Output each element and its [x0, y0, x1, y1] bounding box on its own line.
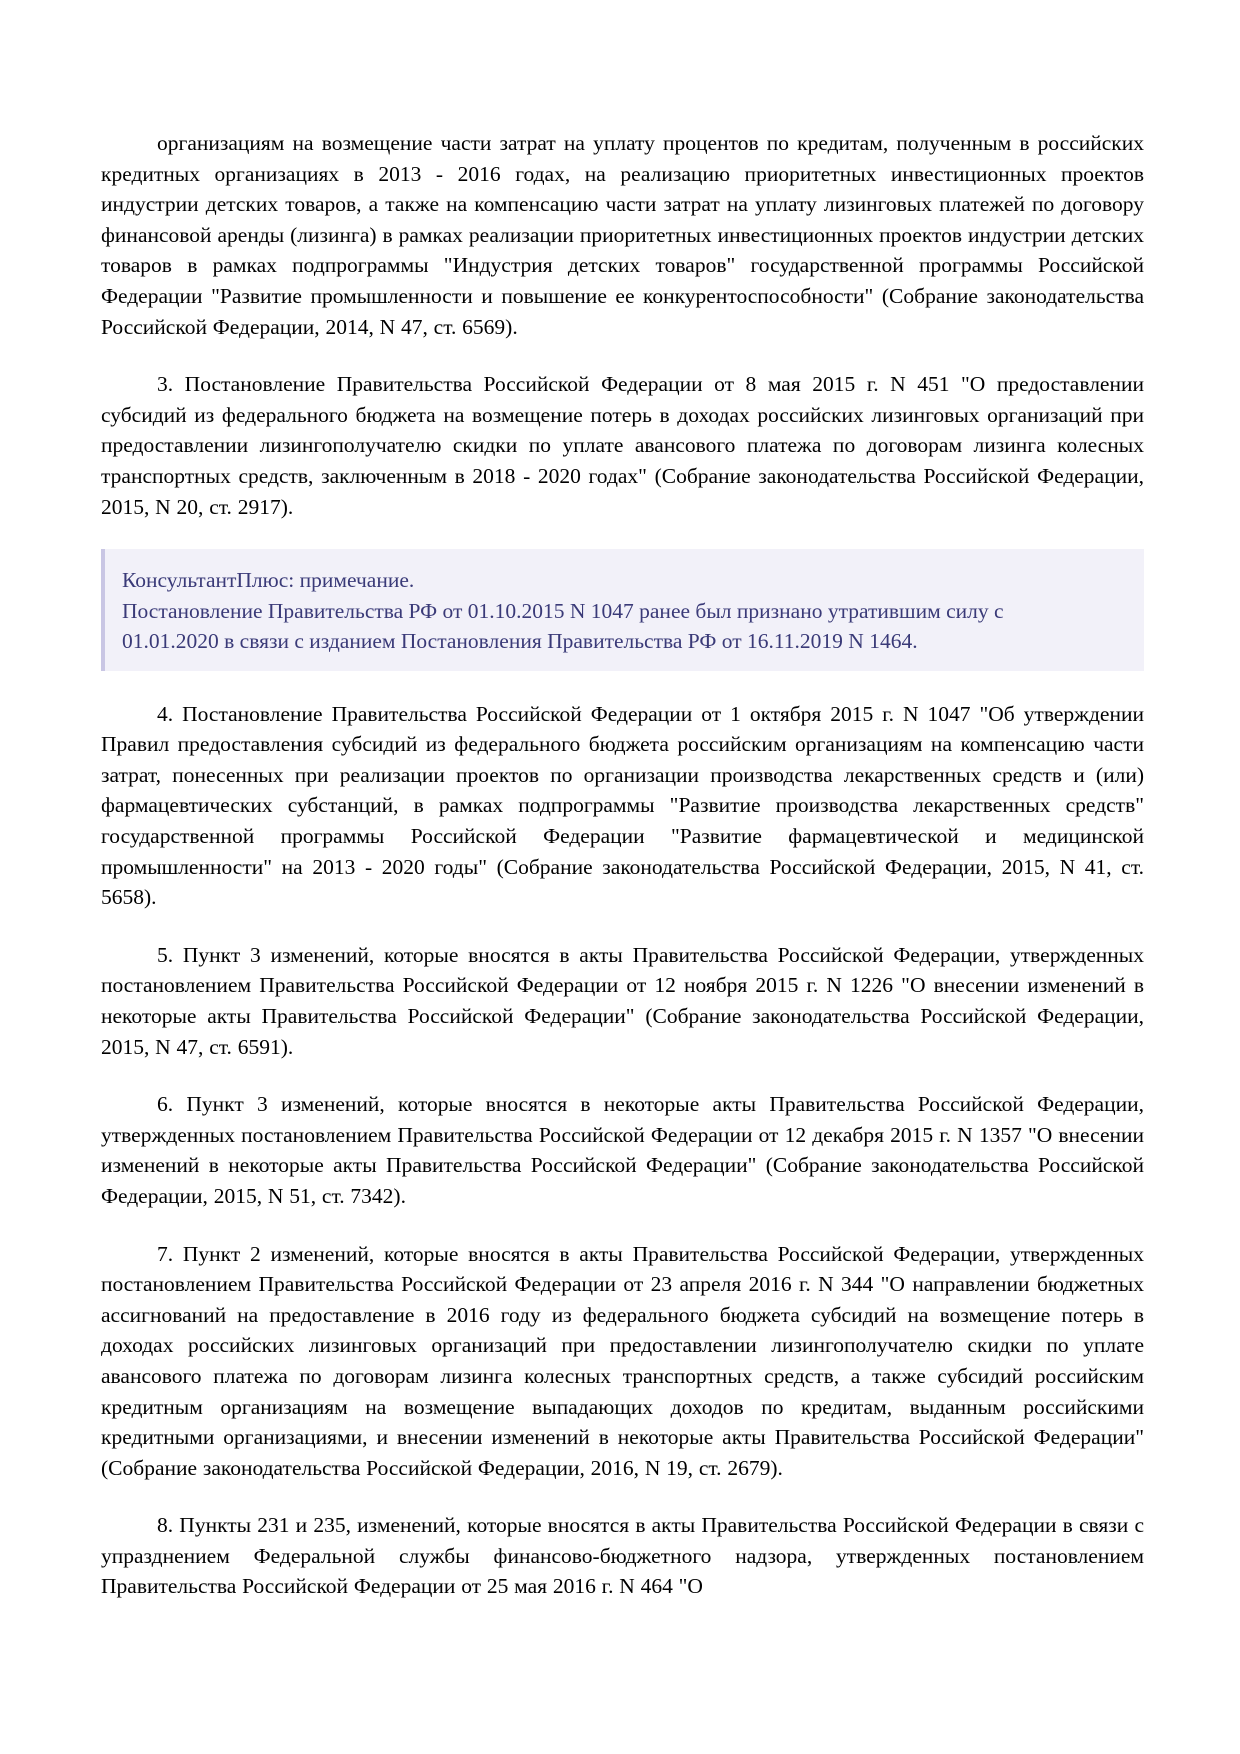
paragraph-item-6: 6. Пункт 3 изменений, которые вносятся в некоторые акты Правительства Российской Федерации, утвержденных постановлением Правительства Российской Федерации от 12 декабря 2015 г. N 1357 "О внесении изменений в некоторые акты Правительства Российской Федерации" (Собрание законодательства Российской Федерации, 2015, N 51, ст. 7342).: [101, 1092, 1144, 1208]
paragraph-item-3: 3. Постановление Правительства Российской Федерации от 8 мая 2015 г. N 451 "О предоставлении субсидий из федерального бюджета на возмещение потерь в доходах российских лизинговых организаций при предоставлении лизингополучателю скидки по уплате авансового платежа по договорам лизинга колесных транспортных средств, заключенным в 2018 - 2020 годах" (Собрание законодательства Российской Федерации, 2015, N 20, ст. 2917).: [101, 372, 1144, 519]
consultant-note-box: [101, 549, 1144, 671]
paragraph-continued: организациям на возмещение части затрат на уплату процентов по кредитам, полученным в российских кредитных организациях в 2013 - 2016 годах, на реализацию приоритетных инвестиционных проектов индустрии детских товаров, а также на компенсацию части затрат на уплату лизинговых платежей по договору финансовой аренды (лизинга) в рамках реализации приоритетных инвестиционных проектов индустрии детских товаров в рамках подпрограммы "Индустрия детских товаров" государственной программы Российской Федерации "Развитие промышленности и повышение ее конкурентоспособности" (Собрание законодательства Российской Федерации, 2014, N 47, ст. 6569).: [101, 131, 1144, 339]
paragraph-item-7: 7. Пункт 2 изменений, которые вносятся в акты Правительства Российской Федерации, утвержденных постановлением Правительства Российской Федерации от 23 апреля 2016 г. N 344 "О направлении бюджетных ассигнований на предоставление в 2016 году из федерального бюджета субсидий на возмещение потерь в доходах российских лизинговых организаций при предоставлении лизингополучателю скидки по уплате авансового платежа по договорам лизинга колесных транспортных средств, а также субсидий российским кредитным организациям на возмещение выпадающих доходов по кредитам, выданным российскими кредитными организациями, и внесении изменений в некоторые акты Правительства Российской Федерации" (Собрание законодательства Российской Федерации, 2016, N 19, ст. 2679).: [101, 1241, 1144, 1480]
note-line-1: Постановление Правительства РФ от 01.10.2015 N 1047 ранее был признано утратившим силу с: [122, 598, 1004, 623]
paragraph-item-5: 5. Пункт 3 изменений, которые вносятся в акты Правительства Российской Федерации, утвержденных постановлением Правительства Российской Федерации от 12 ноября 2015 г. N 1226 "О внесении изменений в некоторые акты Правительства Российской Федерации" (Собрание законодательства Российской Федерации, 2015, N 47, ст. 6591).: [101, 942, 1144, 1059]
note-title: КонсультантПлюс: примечание.: [122, 568, 415, 593]
paragraph-item-4: 4. Постановление Правительства Российской Федерации от 1 октября 2015 г. N 1047 "Об утверждении Правил предоставления субсидий из федерального бюджета российским организациям на компенсацию части затрат, понесенных при реализации проектов по организации производства лекарственных средств и (или) фармацевтических субстанций, в рамках подпрограммы "Развитие производства лекарственных средств" государственной программы Российской Федерации "Развитие фармацевтической и медицинской промышленности" на 2013 - 2020 годы" (Собрание законодательства Российской Федерации, 2015, N 41, ст. 5658).: [101, 701, 1144, 910]
note-line-2: 01.01.2020 в связи с изданием Постановления Правительства РФ от 16.11.2019 N 1464.: [122, 629, 918, 654]
document-body: [101, 128, 1144, 1602]
paragraph-item-8: 8. Пункты 231 и 235, изменений, которые вносятся в акты Правительства Российской Федерации в связи с упразднением Федеральной службы финансово-бюджетного надзора, утвержденных постановлением Правительства Российской Федерации от 25 мая 2016 г. N 464 "О: [101, 1513, 1144, 1599]
